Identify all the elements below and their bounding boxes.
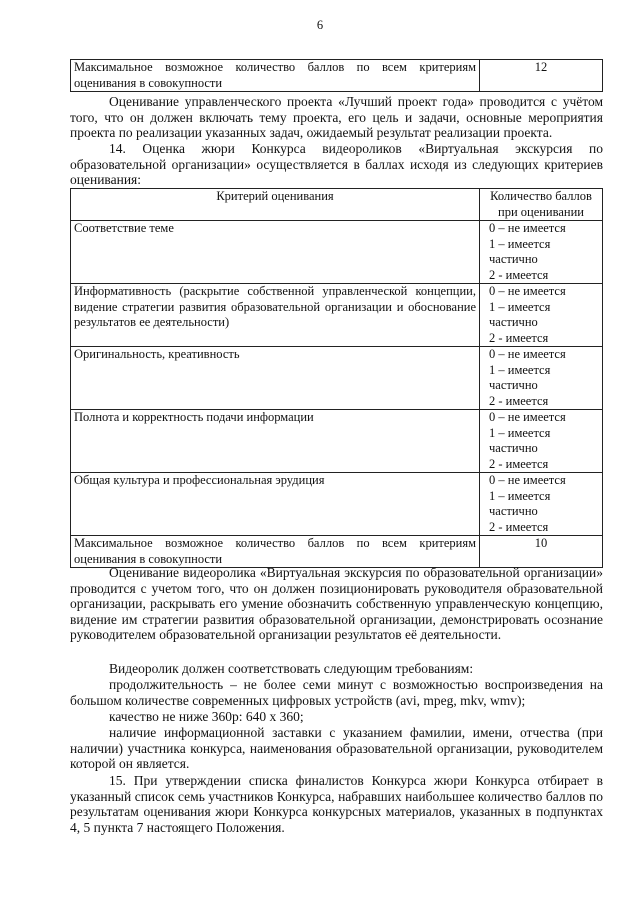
score-option: 1 – имеется частично [489,362,551,392]
requirement-intro-screen: наличие информационной заставки с указанием фамилии, имени, отчества (при наличии) участника конкурса, наименования образовательной организации, руководителем которой он является. [70,725,603,771]
score-cell [480,221,603,284]
score-option: 2 - имеется [489,393,549,408]
score-option: 2 - имеется [489,267,549,282]
video-evaluation-paragraph: Оценивание видеоролика «Виртуальная экскурсия по образовательной организации» проводится с учетом того, что он должен позиционировать руководителя образовательной организации, раскрывать его умение обозначить собственную управленческую концепцию, видение им стратегии развития образовательной организации, демонстрировать осознание руководителем образовательной организации результатов её деятельности. [70,565,603,642]
score-option: 1 – имеется частично [489,236,551,266]
score-option: 0 – не имеется [489,284,566,298]
criterion-cell: Общая культура и профессиональная эрудиция [71,473,480,536]
total-value-cell: 12 [480,60,603,92]
score-option: 0 – не имеется [489,221,566,235]
score-option: 0 – не имеется [489,347,566,361]
total-value-cell: 10 [480,536,603,568]
table-row [71,221,603,284]
score-option: 1 – имеется частично [489,425,551,455]
table-row [71,60,603,92]
video-criteria-table [70,188,603,568]
requirement-duration: продолжительность – не более семи минут с возможностью воспроизведения на большом количестве современных цифровых устройств (avi, mpeg, mkv, wmv); [70,677,603,708]
table-total-row [71,536,603,568]
requirement-quality: качество не ниже 360р: 640 х 360; [109,709,304,724]
header-score: Количество баллов при оценивании [480,189,603,221]
score-cell [480,410,603,473]
table-row [71,473,603,536]
score-cell [480,473,603,536]
project-evaluation-paragraph: Оценивание управленческого проекта «Лучший проект года» проводится с учётом того, что он должен включать тему проекта, его цель и задачи, основные мероприятия проекта по реализации указанных задач, ожидаемый результат реализации проекта. [70,94,603,140]
table-row [71,347,603,410]
header-criterion: Критерий оценивания [71,189,480,221]
score-option: 2 - имеется [489,330,549,345]
table-row [71,410,603,473]
score-option: 0 – не имеется [489,473,566,487]
section-14-paragraph: 14. Оценка жюри Конкурса видеороликов «Виртуальная экскурсия по образовательной организации» осуществляется в баллах исходя из следующих критериев оценивания: [70,141,603,187]
criterion-cell: Соответствие теме [71,221,480,284]
score-cell [480,284,603,347]
criterion-cell: Оригинальность, креативность [71,347,480,410]
score-option: 2 - имеется [489,519,549,534]
score-option: 2 - имеется [489,456,549,471]
table-header-row [71,189,603,221]
project-total-table [70,59,603,92]
total-criterion-cell: Максимальное возможное количество баллов по всем критериям оценивания в совокупности [71,60,480,92]
score-option: 1 – имеется частично [489,488,551,518]
section-15-paragraph: 15. При утверждении списка финалистов Конкурса жюри Конкурса отбирает в указанный список семь участников Конкурса, набравших наибольшее количество баллов по результатам оценивания жюри Конкурса конкурсных материалов, указанных в подпунктах 4, 5 пункта 7 настоящего Положения. [70,773,603,835]
score-cell [480,347,603,410]
requirements-intro: Видеоролик должен соответствовать следующим требованиям: [109,661,474,676]
criterion-cell: Информативность (раскрытие собственной управленческой концепции, видение стратегии развития образовательной организации и обоснование результатов ее деятельности) [71,284,480,347]
criterion-cell: Полнота и корректность подачи информации [71,410,480,473]
score-option: 1 – имеется частично [489,299,551,329]
score-option: 0 – не имеется [489,410,566,424]
total-criterion-cell: Максимальное возможное количество баллов по всем критериям оценивания в совокупности [71,536,480,568]
page-number: 6 [316,18,324,32]
table-row [71,284,603,347]
